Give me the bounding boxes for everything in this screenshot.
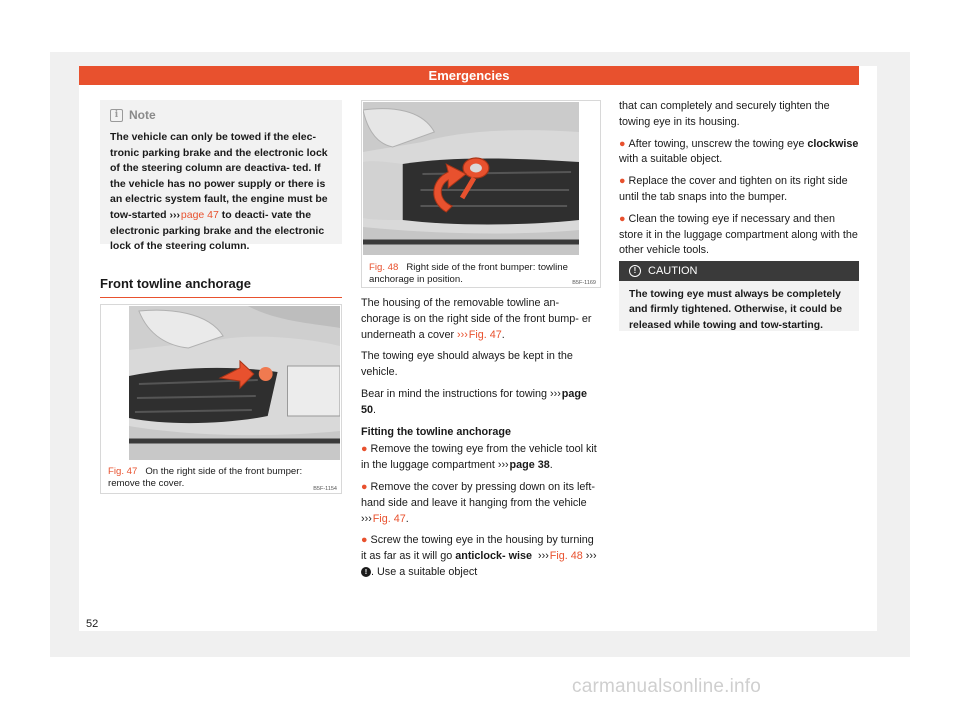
- figure-link[interactable]: Fig. 47: [468, 328, 502, 341]
- text: .: [373, 403, 377, 416]
- text: Remove the cover by pressing down on its left-hand side and leave it hanging from the vehicle: [361, 480, 595, 509]
- text: . Use a suitable object: [371, 565, 478, 578]
- figure-48-image: [363, 102, 579, 255]
- list-item: [619, 137, 859, 169]
- bullet-icon: ●: [361, 480, 368, 493]
- note-box: [100, 100, 342, 253]
- page-link[interactable]: page 47: [180, 208, 219, 221]
- bullet-icon: ●: [619, 212, 626, 225]
- page-link[interactable]: page 38: [509, 459, 550, 472]
- bullet-icon: ●: [619, 137, 626, 150]
- chapter-header: Emergencies: [79, 66, 859, 85]
- list-item: [619, 174, 859, 206]
- arrow-marker: ›››: [169, 208, 181, 221]
- list-item: [361, 533, 601, 580]
- note-text-part: to deacti- vate the electronic parking brake and the electronic lock of the steering column.: [110, 208, 325, 253]
- page-number: 52: [86, 618, 99, 630]
- arrow-marker: ›››: [550, 387, 561, 400]
- text: .: [549, 459, 553, 472]
- figure-48-code: B5F-1169: [572, 280, 596, 286]
- list-item: [361, 442, 601, 474]
- warning-icon[interactable]: !: [361, 567, 371, 577]
- towing-eye-illustration: [363, 102, 579, 255]
- figure-caption-text: On the right side of the front bumper: remove the cover.: [108, 466, 303, 489]
- figure-48-caption: [369, 262, 594, 285]
- page-link[interactable]: page 50: [361, 387, 587, 416]
- arrow-marker: ›››: [457, 328, 468, 341]
- subheading: Fitting the towline anchorage: [361, 425, 511, 438]
- caution-heading: CAUTION: [648, 265, 698, 277]
- warning-circle-icon: !: [629, 265, 641, 277]
- paragraph: The towing eye should always be kept in the vehicle.: [361, 350, 573, 379]
- text: Screw the towing eye in the housing by turning it as far as it will go: [361, 534, 594, 563]
- emphasis: clockwise: [807, 137, 859, 150]
- text: Clean the towing eye if necessary and then store it in the luggage compartment along with the other vehicle tools.: [619, 212, 858, 257]
- figure-47: [100, 304, 342, 494]
- text: Remove the towing eye from the vehicle tool kit in the luggage compartment: [361, 443, 597, 472]
- arrow-marker: ›››: [497, 459, 509, 472]
- list-item: [619, 212, 859, 259]
- arrow-marker: ›››: [538, 550, 549, 563]
- figure-label: Fig. 47: [108, 466, 138, 477]
- figure-47-code: B5F-1154: [313, 486, 337, 492]
- section-title: Front towline anchorage: [100, 276, 342, 298]
- note-text-part: The vehicle can only be towed if the elec- tronic parking brake and the electronic lock of the steering column are deactiva- ted. If the vehicle has no power supply or there is an electric system fault, the engine must be tow-started: [110, 131, 328, 221]
- paragraph: that can completely and securely tighten the towing eye in its housing.: [619, 100, 830, 128]
- list-item: [361, 480, 601, 527]
- figure-47-caption: [108, 466, 335, 489]
- caution-text: The towing eye must always be completely and firmly tightened. Otherwise, it could be released while towing and tow-starting.: [629, 289, 843, 331]
- text: Replace the cover and tighten on its right side until the tab snaps into the bumper.: [619, 175, 848, 203]
- caution-box: [619, 261, 859, 331]
- note-text: [110, 130, 332, 255]
- figure-label: Fig. 48: [369, 262, 399, 273]
- figure-caption-text: Right side of the front bumper: towline anchorage in position.: [369, 262, 568, 285]
- arrow-marker: ›››: [361, 512, 372, 525]
- note-heading-label: Note: [129, 108, 156, 122]
- emphasis: anticlock- wise: [455, 550, 533, 563]
- text: The housing of the removable towline an- chorage is on the right side of the front bump- er underneath a cover: [361, 297, 592, 341]
- bumper-illustration: [129, 306, 340, 460]
- figure-48: [361, 100, 601, 288]
- caution-header: [619, 261, 859, 281]
- arrow-marker: ›››: [585, 550, 597, 563]
- column-3-text: [619, 99, 859, 265]
- bullet-icon: ●: [361, 534, 368, 547]
- bullet-icon: ●: [619, 175, 626, 188]
- figure-47-image: [129, 306, 340, 460]
- text: .: [501, 328, 505, 341]
- note-heading: [110, 108, 332, 122]
- bullet-icon: ●: [361, 443, 368, 456]
- column-2-text: [361, 296, 601, 587]
- figure-link[interactable]: Fig. 47: [372, 512, 406, 525]
- paragraph: [361, 296, 601, 343]
- text: .: [405, 512, 409, 525]
- info-icon: i: [110, 109, 123, 122]
- text: Bear in mind the instructions for towing: [361, 387, 551, 400]
- paragraph: [361, 387, 601, 419]
- figure-link[interactable]: Fig. 48: [549, 550, 583, 563]
- text: with a suitable object.: [619, 153, 723, 166]
- text: After towing, unscrew the towing eye: [628, 137, 808, 150]
- watermark: carmanualsonline.info: [572, 676, 762, 697]
